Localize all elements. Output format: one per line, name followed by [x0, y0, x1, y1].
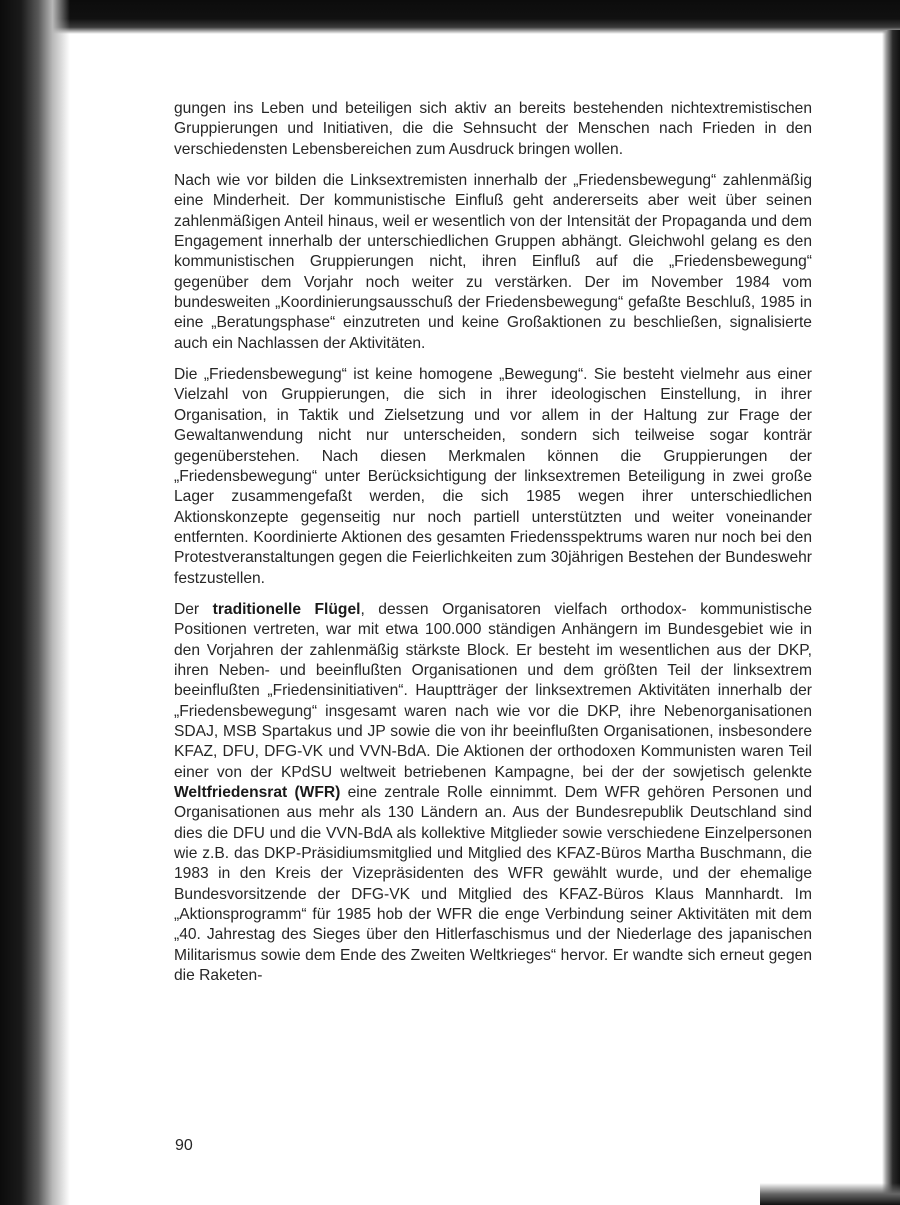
page-number: 90: [175, 1137, 193, 1154]
scan-shadow-top: [0, 0, 900, 34]
paragraph: [174, 600, 812, 987]
text-run: Die „Friedensbewegung“ ist keine homogene „Bewegung“. Sie besteht vielmehr aus einer Vielzahl von Gruppierungen, die sich in ihrer ideologischen Einstellung, in ihrer Organisation, in Taktik und Zielsetzung und vor allem in der Haltung zur Frage der Gewaltanwendung nicht nur unterscheiden, sondern sich teilweise sogar konträr gegenüberstehen. Nach diesen Merkmalen können die Gruppierungen der „Friedensbewegung“ unter Berücksichtigung der linksextremen Beteiligung in zwei große Lager zusammengefaßt werden, die sich 1985 wegen ihrer unterschiedlichen Aktionskonzepte gegenseitig nur noch partiell unterstützten und weiter voneinander entfernten. Koordinierte Aktionen des gesamten Friedensspektrums waren nur noch bei den Protestveranstaltungen gegen die Feierlichkeiten zum 30jährigen Bestehen der Bundeswehr festzustellen.: [174, 366, 812, 587]
bold-term: Weltfriedensrat (WFR): [174, 784, 341, 801]
text-run: gungen ins Leben und beteiligen sich aktiv an bereits bestehenden nichtextremistischen Gruppierungen und Initiativen, die die Sehnsucht der Menschen nach Frieden in den verschiedensten Lebensbereichen zum Ausdruck bringen wollen.: [174, 100, 812, 158]
bold-term: traditionelle Flügel: [212, 600, 361, 618]
book-binding-shadow: [0, 0, 70, 1205]
text-run: Nach wie vor bilden die Linksextremisten innerhalb der „Friedensbewegung“ zahlenmäßig eine Minderheit. Der kommunistische Einfluß geht andererseits aber weit über seinen zahlenmäßigen Anteil hinaus, weil er wesentlich von der Intensität der Propaganda und dem Engagement innerhalb der unterschiedlichen Gruppen abhängt. Gleichwohl gelang es den kommunistischen Gruppierungen nicht, ihren Einfluß auf die „Friedensbewegung“ gegenüber dem Vorjahr noch weiter zu verstärken. Der im November 1984 vom bundesweiten „Koordinierungsausschuß der Friedensbewegung“ gefaßte Beschluß, 1985 in eine „Beratungsphase“ einzutreten und keine Großaktionen zu beschließen, signalisierte auch ein Nachlassen der Aktivitäten.: [174, 172, 812, 352]
paragraph: [174, 365, 812, 589]
text-run: eine zentrale Rolle einnimmt. Dem WFR gehören Personen und Organisationen aus mehr als 130 Ländern an. Aus der Bundesrepublik Deutschland sind dies die DFU und die VVN-BdA als kollektive Mitglieder sowie verschiedene Einzelpersonen wie z.B. das DKP-Präsidiumsmitglied und Mitglied des KFAZ-Büros Martha Buschmann, die 1983 in den Kreis der Vizepräsidenten des WFR gewählt wurde, und der ehemalige Bundesvorsitzende der DFG-VK und Mitglied des KFAZ-Büros Klaus Mannhardt. Im „Aktionsprogramm“ für 1985 hob der WFR die enge Verbindung seiner Aktivitäten mit dem „40. Jahrestag des Sieges über den Hitlerfaschismus und der Niederlage des japanischen Militarismus sowie dem Ende des Zweiten Weltkrieges“ hervor. Er wandte sich erneut gegen die Raketen-: [174, 784, 812, 985]
scan-shadow-bottom: [760, 1183, 900, 1205]
paragraph: [174, 99, 812, 160]
paragraph: [174, 171, 812, 354]
body-text: [174, 99, 812, 997]
scan-shadow-right: [882, 30, 900, 1205]
text-run: , dessen Organisatoren vielfach orthodox- kommunistische Positionen vertreten, war mit etwa 100.000 ständigen Anhängern im Bundesgebiet wie in den Vorjahren der zahlenmäßig stärkste Block. Er besteht im wesentlichen aus der DKP, ihren Neben- und beeinflußten Organisationen und dem größten Teil der linksextrem beeinflußten „Friedensinitiativen“. Hauptträger der linksextremen Aktivitäten innerhalb der „Friedensbewegung“ insgesamt waren nach wie vor die DKP, ihre Nebenorganisationen SDAJ, MSB Spartakus und JP sowie die von ihr beeinflußten Organisationen, insbesondere KFAZ, DFU, DFG-VK und VVN-BdA. Die Aktionen der orthodoxen Kommunisten waren Teil einer von der KPdSU weltweit betriebenen Kampagne, bei der der sowjetisch gelenkte: [174, 600, 812, 781]
text-run: Der: [174, 600, 213, 618]
